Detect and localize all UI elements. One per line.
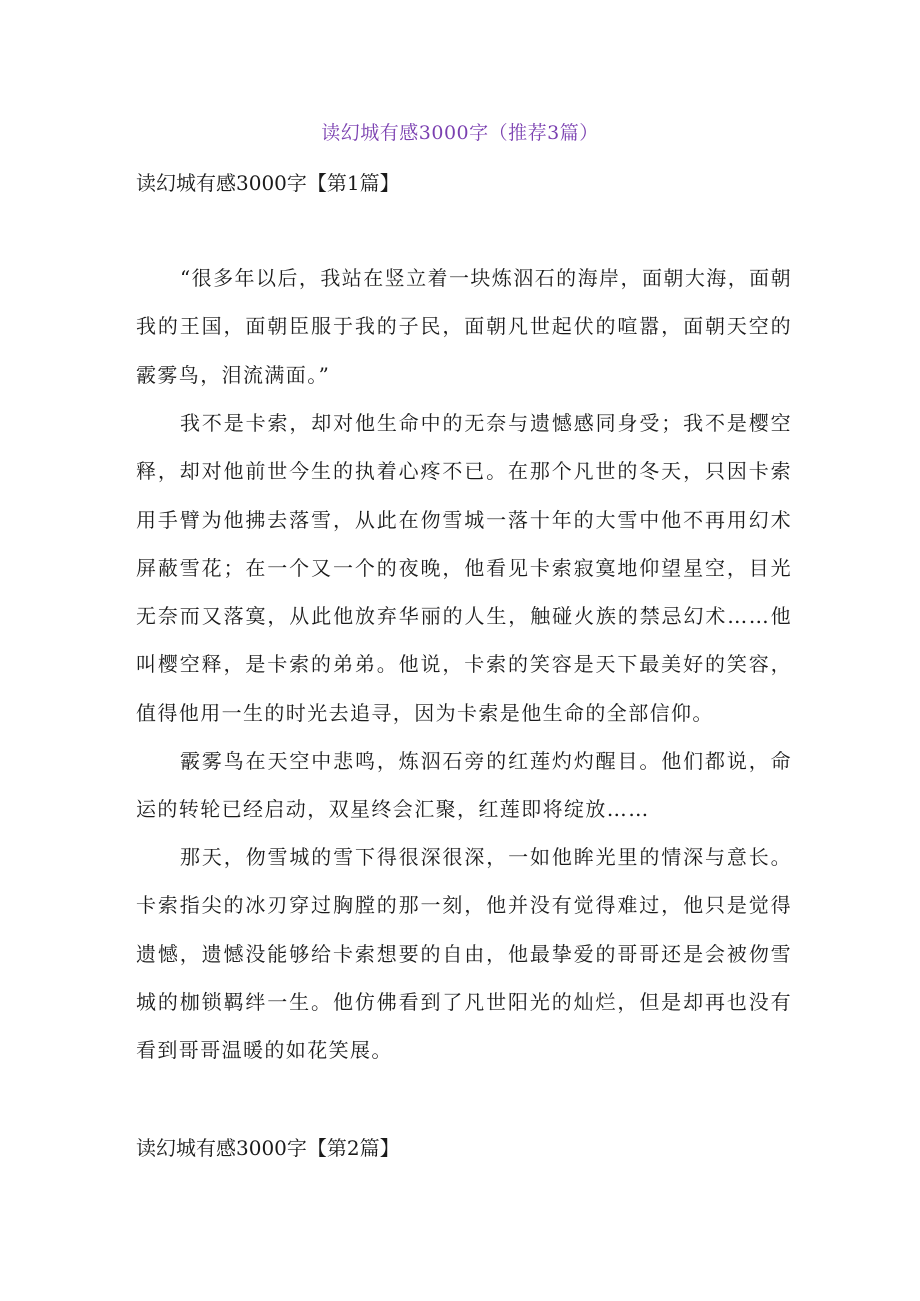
paragraph-2: 我不是卡索，却对他生命中的无奈与遗憾感同身受；我不是樱空释，却对他前世今生的执着心疼不已。在那个凡世的冬天，只因卡索用手臂为他拂去落雪，从此在伆雪城一落十年的大雪中他不再用幻术屏蔽雪花；在一个又一个的夜晚，他看见卡索寂寞地仰望星空，目光无奈而又落寞，从此他放弃华丽的人生，触碰火族的禁忌幻术……他叫樱空释，是卡索的弟弟。他说，卡索的笑容是天下最美好的笑容，值得他用一生的时光去追寻，因为卡索是他生命的全部信仰。 (136, 411, 792, 725)
section-heading-1: 读幻城有感3000字【第1篇】 (136, 171, 400, 195)
paragraph-4: 那天，伆雪城的雪下得很深很深，一如他眸光里的情深与意长。卡索指尖的冰刃穿过胸膛的那一刻，他并没有觉得难过，他只是觉得遗憾，遗憾没能够给卡索想要的自由，他最挚爱的哥哥还是会被伆雪城的枷锁羁绊一生。他仿佛看到了凡世阳光的灿烂，但是却再也没有看到哥哥温暖的如花笑展。 (136, 845, 792, 1063)
section-heading-2: 读幻城有感3000字【第2篇】 (136, 1136, 400, 1160)
paragraph-1: “很多年以后，我站在竖立着一块炼泅石的海岸，面朝大海，面朝我的王国，面朝臣服于我的子民，面朝凡世起伏的喧嚣，面朝天空的霰雾鸟，泪流满面。” (136, 266, 792, 387)
paragraph-3: 霰雾鸟在天空中悲鸣，炼泅石旁的红莲灼灼醒目。他们都说，命运的转轮已经启动，双星终会汇聚，红莲即将绽放…… (136, 749, 792, 822)
document-title: 读幻城有感3000字（推荐3篇） (321, 122, 599, 144)
